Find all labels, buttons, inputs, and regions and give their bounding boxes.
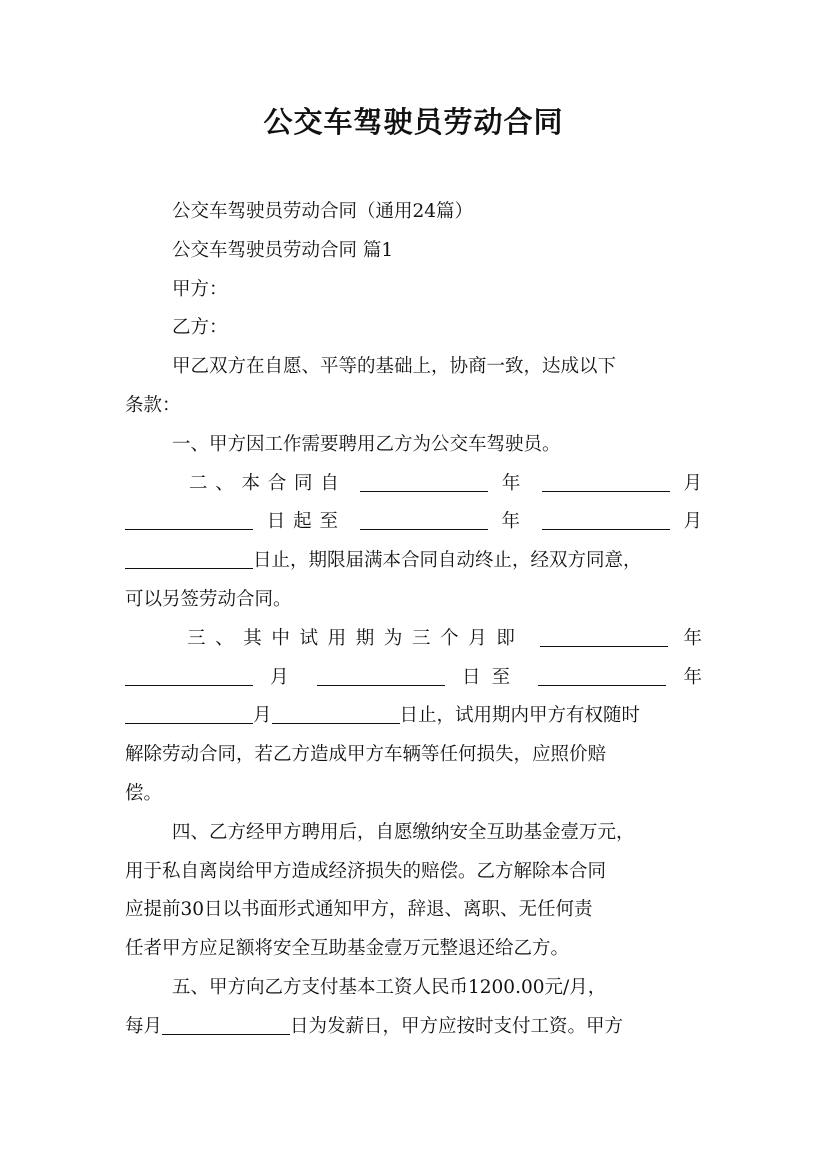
clause-2-line-2: [125, 503, 702, 542]
clause-5-line-2: [125, 1008, 702, 1047]
clause-4-line-4: 任者甲方应足额将安全互助基金壹万元整退还给乙方。: [125, 938, 570, 960]
clause-3-end: 日止，试用期内甲方有权随时: [399, 705, 641, 727]
clause-5-line-1: 五、甲方向乙方支付基本工资人民币1200.00元/月，: [172, 976, 607, 998]
clause-1: 一、甲方因工作需要聘用乙方为公交车驾驶员。: [172, 433, 561, 455]
document-body: [125, 193, 702, 1047]
clause-3-month-2: 月: [253, 705, 272, 727]
intro-line-1: 甲乙双方在自愿、平等的基础上，协商一致，达成以下: [172, 356, 617, 378]
clause-5-monthly: 每月: [125, 1015, 163, 1037]
blank-line: [542, 471, 670, 491]
party-a-label: 甲方：: [172, 278, 228, 300]
clause-2-month-2: 月: [683, 511, 702, 533]
blank-line: [125, 549, 253, 569]
blank-line: [272, 704, 400, 724]
clause-5-payday: 日为发薪日，甲方应按时支付工资。甲方: [290, 1015, 624, 1037]
clause-2-text: 二、本合同自: [189, 472, 347, 494]
clause-2-line-3: [125, 542, 702, 581]
blank-line: [538, 665, 666, 685]
blank-line: [360, 471, 488, 491]
clause-3-to: 日至: [461, 666, 522, 688]
clause-3-line-1: [125, 620, 702, 659]
clause-2-year-2: 年: [501, 511, 528, 533]
clause-3-line-4: 解除劳动合同，若乙方造成甲方车辆等任何损失，应照价赔: [125, 744, 607, 766]
clause-3-line-2: [125, 659, 702, 698]
clause-2-from: 日起至: [266, 511, 346, 533]
clause-3-year-2: 年: [683, 666, 702, 688]
blank-line: [162, 1014, 290, 1034]
blank-line: [125, 510, 253, 530]
clause-2-end: 日止，期限届满本合同自动终止，经双方同意，: [253, 550, 642, 572]
clause-3-line-3: [125, 697, 702, 736]
section-heading: 公交车驾驶员劳动合同 篇1: [172, 239, 394, 261]
party-b-label: 乙方：: [172, 317, 228, 339]
clause-4-line-3: 应提前30日以书面形式通知甲方，辞退、离职、无任何责: [125, 899, 593, 921]
clause-4-line-2: 用于私自离岗给甲方造成经济损失的赔偿。乙方解除本合同: [125, 860, 607, 882]
blank-line: [125, 665, 253, 685]
blank-line: [317, 665, 445, 685]
clause-2-line-1: [125, 465, 702, 504]
blank-line: [125, 704, 253, 724]
blank-line: [540, 626, 668, 646]
blank-line: [360, 510, 488, 530]
intro-line-2: 条款：: [125, 394, 181, 416]
clause-3-month: 月: [270, 666, 300, 688]
clause-2-year: 年: [501, 472, 529, 494]
document-title: 公交车驾驶员劳动合同: [263, 105, 564, 139]
subtitle: 公交车驾驶员劳动合同（通用24篇）: [172, 201, 474, 222]
clause-3-year: 年: [683, 627, 702, 649]
clause-2-month: 月: [683, 472, 702, 494]
clause-2-line-4: 可以另签劳动合同。: [125, 588, 292, 610]
blank-line: [542, 510, 670, 530]
clause-3-text: 三、其中试用期为三个月即: [187, 627, 525, 649]
clause-4-line-1: 四、乙方经甲方聘用后，自愿缴纳安全互助基金壹万元，: [172, 821, 635, 843]
clause-3-line-5: 偿。: [125, 782, 163, 804]
